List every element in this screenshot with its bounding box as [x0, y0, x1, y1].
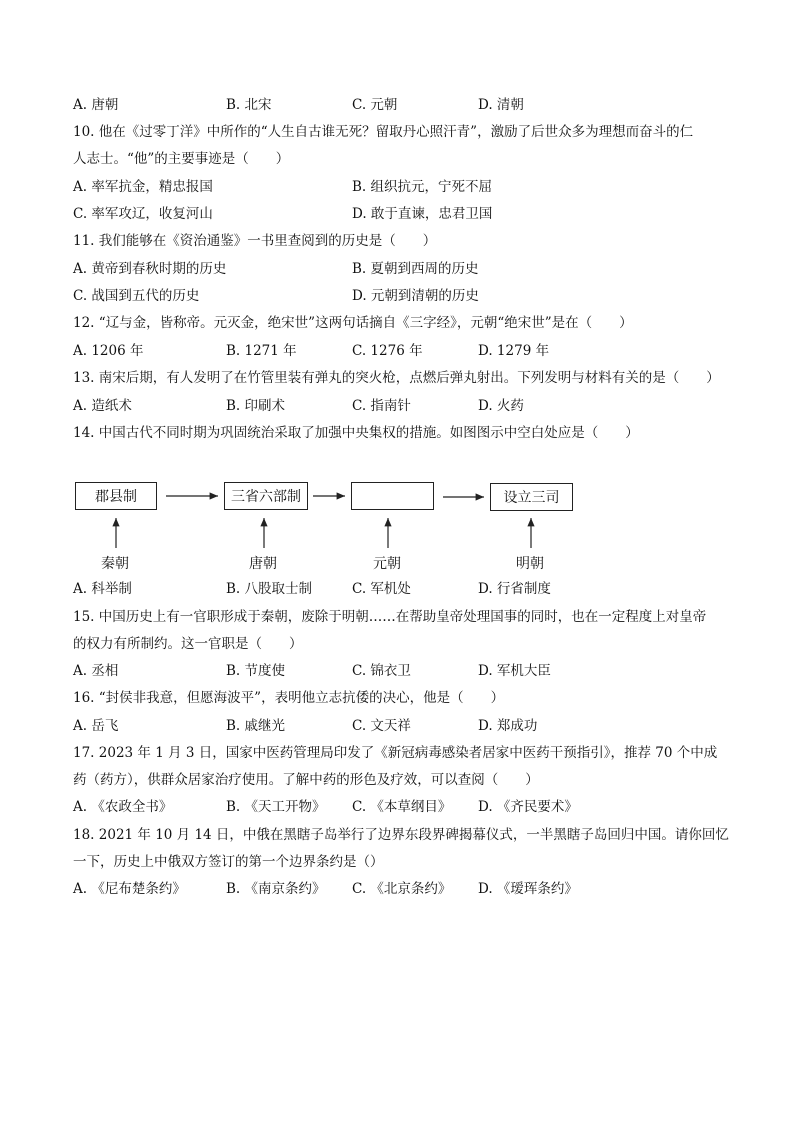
dynasty-label-yuan: 元朝 [373, 556, 401, 572]
q10-option-d: D. 敢于直谏，忠君卫国 [352, 206, 493, 222]
q14-option-d: D. 行省制度 [478, 581, 551, 597]
q13-stem: 13. 南宋后期，有人发明了在竹管里装有弹丸的突火枪，点燃后弹丸射出。下列发明与材料有关的是（ ） [73, 370, 720, 386]
q15-option-a: A. 丞相 [73, 663, 119, 679]
q13-option-d: D. 火药 [478, 398, 524, 414]
q9-option-d: D. 清朝 [478, 97, 524, 113]
q17-stem-line2: 药（药方），供群众居家治疗使用。了解中药的形色及疗效，可以查阅（ ） [73, 772, 539, 788]
q13-option-c: C. 指南针 [352, 398, 411, 414]
q17-stem-line1: 17. 2023 年 1 月 3 日，国家中医药管理局印发了《新冠病毒感染者居家中医药干预指引》，推荐 70 个中成 [73, 745, 718, 761]
q14-option-a: A. 科举制 [73, 581, 132, 597]
q9-option-a: A. 唐朝 [73, 97, 119, 113]
q13-option-b: B. 印刷术 [226, 398, 286, 414]
q15-option-b: B. 节度使 [226, 663, 286, 679]
q17-option-d: D. 《齐民要术》 [478, 799, 578, 815]
q11-stem: 11. 我们能够在《资治通鉴》一书里查阅到的历史是（ ） [73, 233, 437, 249]
q18-stem-line1: 18. 2021 年 10 月 14 日，中俄在黑瞎子岛举行了边界东段界碑揭幕仪式，一半黑瞎子岛回归中国。请你回忆 [73, 827, 729, 843]
q14-stem: 14. 中国古代不同时期为巩固统治采取了加强中央集权的措施。如图图示中空白处应是（ ） [73, 425, 639, 441]
q10-stem-line2: 人志士。“他”的主要事迹是（ ） [73, 151, 290, 167]
q11-option-b: B. 夏朝到西周的历史 [352, 261, 479, 277]
q16-stem: 16. “封侯非我意，但愿海波平”，表明他立志抗倭的决心，他是（ ） [73, 690, 505, 706]
q12-option-a: A. 1206 年 [73, 343, 144, 359]
q12-stem: 12. “辽与金，皆称帝。元灭金，绝宋世”这两句话摘自《三字经》，元朝“绝宋世”是在（ ） [73, 315, 633, 331]
dynasty-label-tang: 唐朝 [249, 556, 277, 572]
q12-option-c: C. 1276 年 [352, 343, 423, 359]
diagram-box-2: 三省六部制 [224, 482, 308, 510]
q15-option-c: C. 锦衣卫 [352, 663, 411, 679]
diagram-box-1: 郡县制 [75, 482, 157, 510]
q13-option-a: A. 造纸术 [73, 398, 132, 414]
q10-option-c: C. 率军攻辽，收复河山 [73, 206, 213, 222]
q12-option-d: D. 1279 年 [478, 343, 550, 359]
q10-stem-line1: 10. 他在《过零丁洋》中所作的“人生自古谁无死？留取丹心照汗青”，激励了后世众多为理想而奋斗的仁 [73, 124, 694, 140]
q14-option-c: C. 军机处 [352, 581, 411, 597]
diagram-box-4: 设立三司 [490, 483, 573, 511]
q17-option-b: B. 《天工开物》 [226, 799, 326, 815]
q16-option-c: C. 文天祥 [352, 718, 411, 734]
q17-option-a: A. 《农政全书》 [73, 799, 173, 815]
dynasty-label-ming: 明朝 [516, 556, 544, 572]
q18-option-a: A. 《尼布楚条约》 [73, 881, 186, 897]
q9-option-b: B. 北宋 [226, 97, 272, 113]
q10-option-b: B. 组织抗元，宁死不屈 [352, 179, 493, 195]
q15-stem-line2: 的权力有所制约。这一官职是（ ） [73, 636, 303, 652]
q14-option-b: B. 八股取士制 [226, 581, 313, 597]
q16-option-a: A. 岳飞 [73, 718, 119, 734]
q10-option-a: A. 率军抗金，精忠报国 [73, 179, 213, 195]
q18-option-b: B. 《南京条约》 [226, 881, 326, 897]
q11-option-c: C. 战国到五代的历史 [73, 288, 200, 304]
q17-option-c: C. 《本草纲目》 [352, 799, 452, 815]
q18-stem-line2: 一下，历史上中俄双方签订的第一个边界条约是（） [73, 854, 384, 870]
q15-stem-line1: 15. 中国历史上有一官职形成于秦朝，废除于明朝……在帮助皇帝处理国事的同时，也在一定程度上对皇帝 [73, 609, 707, 625]
q18-option-c: C. 《北京条约》 [352, 881, 452, 897]
dynasty-label-qin: 秦朝 [101, 556, 129, 572]
q11-option-d: D. 元朝到清朝的历史 [352, 288, 479, 304]
q16-option-d: D. 郑成功 [478, 718, 538, 734]
q11-option-a: A. 黄帝到春秋时期的历史 [73, 261, 227, 277]
q18-option-d: D. 《瑷珲条约》 [478, 881, 578, 897]
q16-option-b: B. 戚继光 [226, 718, 286, 734]
q9-option-c: C. 元朝 [352, 97, 398, 113]
q12-option-b: B. 1271 年 [226, 343, 297, 359]
q15-option-d: D. 军机大臣 [478, 663, 551, 679]
